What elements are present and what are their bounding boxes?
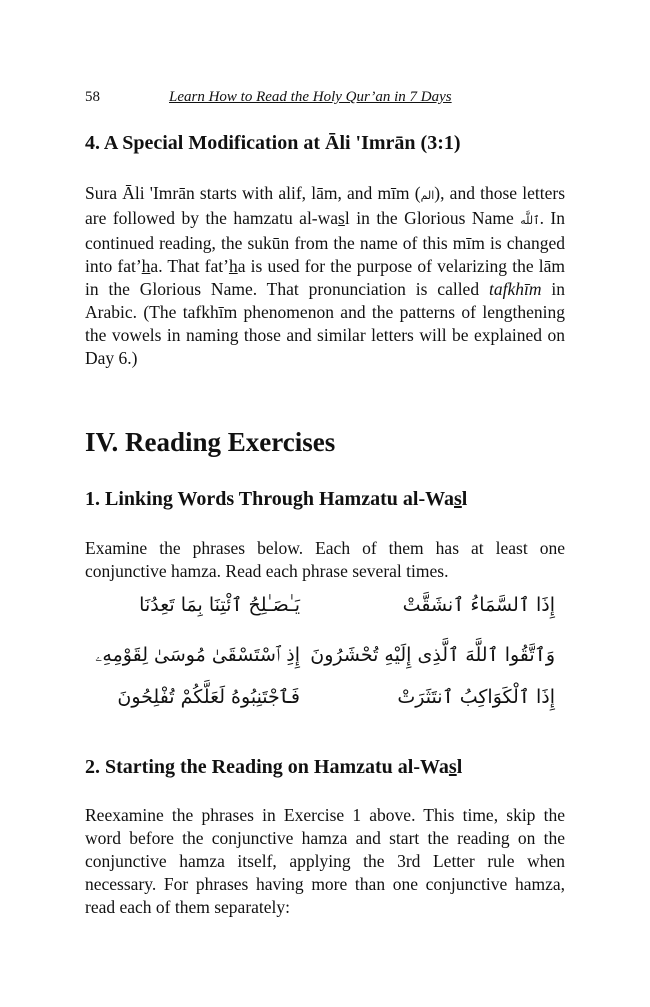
special-modification-paragraph: Sura Āli 'Imrān starts with alif, lām, and mīm (الم), and those letters are followed by the hamzatu al-wasl in the Glorious Name ٱللَّه. In continued reading, the sukūn from the name of this mīm is changed into fat’ha. That fat’ha is used for the purpose of velarizing the lām in the Glorious Name. That pronunciation is called tafkhīm in Arabic. (The tafkhīm phenomenon and the patterns of lengthening the vowels in naming those and similar letters will be explained on Day 6.): [85, 183, 566, 368]
arabic-phrase: وَٱتَّقُوا ٱللَّهَ ٱلَّذِى إِلَيْهِ تُحْشَرُونَ: [310, 644, 555, 666]
term-tafkhim: tafkhīm: [488, 279, 542, 299]
exercise-1-heading: 1. Linking Words Through Hamzatu al-Wasl: [85, 488, 468, 510]
arabic-phrase: إِذَا ٱلْكَوَاكِبُ ٱنتَثَرَتْ: [397, 686, 555, 708]
arabic-phrase: إِذِ ٱسْتَسْقَىٰ مُوسَىٰ لِقَوْمِهِۦ: [95, 644, 300, 666]
arabic-glorious-name: ٱللَّه: [520, 214, 540, 227]
arabic-phrase: إِذَا ٱلسَّمَاءُ ٱنشَقَّتْ: [402, 594, 555, 616]
exercise-1-instructions: Examine the phrases below. Each of them has at least one conjunctive hamza. Read each phrase several times.: [85, 538, 565, 581]
section-heading-special-modification: 4. A Special Modification at Āli 'Imrān (3:1): [85, 132, 461, 154]
arabic-phrase: يَـٰصَـٰلِحُ ٱئْتِنَا بِمَا تَعِدُنَا: [139, 594, 300, 616]
part-heading-reading-exercises: IV. Reading Exercises: [85, 427, 336, 457]
exercise-2-heading: 2. Starting the Reading on Hamzatu al-Wasl: [85, 756, 463, 778]
book-title: Learn How to Read the Holy Qur’an in 7 Days: [169, 89, 452, 105]
exercise-2-instructions: Reexamine the phrases in Exercise 1 above. This time, skip the word before the conjunctive hamza and start the reading on the conjunctive hamza itself, applying the 3rd Letter rule when necessary. For phrases having more than one conjunctive hamza, read each of them separately:: [85, 805, 565, 917]
arabic-phrase: فَٱجْتَنِبُوهُ لَعَلَّكُمْ تُفْلِحُونَ: [117, 686, 300, 708]
page-number: 58: [85, 89, 100, 105]
arabic-alif-lam-mim: الم: [420, 189, 435, 202]
